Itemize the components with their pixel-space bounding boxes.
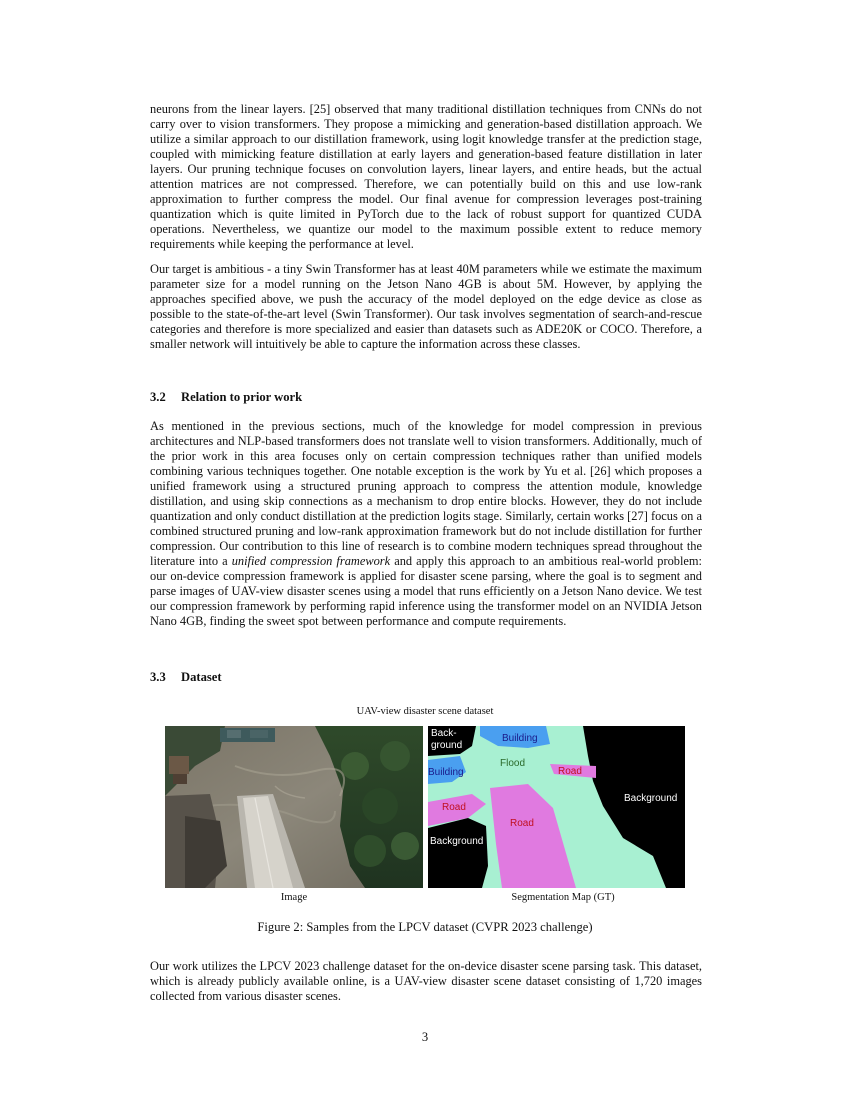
section-number: 3.2 <box>150 390 166 404</box>
page-number: 3 <box>421 1030 429 1044</box>
aerial-photo-illustration <box>165 726 423 888</box>
prior-work-text-a: As mentioned in the previous sections, much of the knowledge for model compression in previous architectures and NLP-based transformers does not translate well to vision transformers. Additionally, much of the prior work in this area focuses only on certain compression techniques rather than unified models combining various techniques together. One notable exception is the work by Yu et al. [26] which proposes a unified framework using a structured pruning approach to compress the attention module, knowledge distillation, and using skip connections as a mechanism to drop entire blocks. However, they do not include quantization and only conduct distillation at the prediction logits stage. Similarly, certain works [27] focus on a combined structured pruning and low-rank approximation framework but do not include distillation for further compression. Our contribution to this line of research is to combine modern techniques spread throughout the literature into a <box>150 419 702 568</box>
seg-label-background: Background <box>430 836 484 847</box>
segmentation-map <box>428 726 685 888</box>
seg-label-road: Road <box>510 818 534 829</box>
seg-label-building: Building <box>502 733 538 744</box>
figure-title: UAV-view disaster scene dataset <box>356 706 494 717</box>
segmentation-illustration <box>428 726 685 888</box>
paragraph-distillation: neurons from the linear layers. [25] observed that many traditional distillation techniques from CNNs do not carry over to vision transformers. They propose a mimicking and generation-based distillation approach. We utilize a similar approach to our distillation framework, using logit knowledge transfer at the prediction stage, coupled with mimicking feature distillation at early layers and generation-based feature distillation in later layers. Our pruning technique focuses on convolution layers, linear layers, and entire heads, but the actual attention matrices are not compressed. Therefore, we can potentially build on this and use low-rank approximation to further compress the model. Our final avenue for compression leverages post-training quantization which is quite limited in PyTorch due to the lack of robust support for quantized CUDA operations. Nevertheless, we quantize our model to the maximum possible extent to reduce memory requirements while keeping the performance at level. <box>150 102 702 251</box>
paragraph-target: Our target is ambitious - a tiny Swin Transformer has at least 40M parameters while we estimate the maximum parameter size for a model running on the Jetson Nano 4GB is about 5M. However, by applying the approaches specified above, we push the accuracy of the model deployed on the edge device as close as possible to the state-of-the-art level (Swin Transformer). Our task involves segmentation of search-and-rescue categories and therefore is more specialized and easier than datasets such as ADE20K or COCO. Therefore, a smaller network will intuitively be able to capture the information across these classes. <box>150 262 702 351</box>
paragraph-prior-work <box>150 419 702 629</box>
seg-label-building: Building <box>428 767 464 778</box>
section-heading-3-2 <box>150 390 302 405</box>
section-title: Dataset <box>181 670 222 684</box>
seg-label-road: Road <box>442 802 466 813</box>
aerial-image <box>165 726 423 888</box>
section-number: 3.3 <box>150 670 166 684</box>
paragraph-dataset: Our work utilizes the LPCV 2023 challenge dataset for the on-device disaster scene parsing task. This dataset, which is already publicly available online, is a UAV-view disaster scene dataset consisting of 1,720 images collected from various disaster scenes. <box>150 959 702 1003</box>
section-heading-3-3 <box>150 670 222 685</box>
segmentation-label: Segmentation Map (GT) <box>511 892 615 903</box>
seg-label-road: Road <box>558 766 582 777</box>
seg-label-background: Background <box>624 793 678 804</box>
background-region <box>428 818 488 888</box>
section-title: Relation to prior work <box>181 390 303 404</box>
figure-caption: Figure 2: Samples from the LPCV dataset (CVPR 2023 challenge) <box>257 920 593 934</box>
prior-work-text-b: and apply this approach to an ambitious real-world problem: our on-device compression framework is applied for disaster scene parsing, where the goal is to segment and parse images of UAV-view disaster scenes using a model that runs efficiently on a Jetson Nano device. We test our compression framework by performing rapid inference using the transformer model on an NVIDIA Jetson Nano 4GB, finding the sweet spot between performance and compute requirements. <box>150 554 702 628</box>
prior-work-italic: unified compression framework <box>231 554 391 568</box>
image-label: Image <box>280 892 308 903</box>
seg-label-flood: Flood <box>500 758 526 769</box>
seg-label-background: Back-ground <box>431 728 463 751</box>
